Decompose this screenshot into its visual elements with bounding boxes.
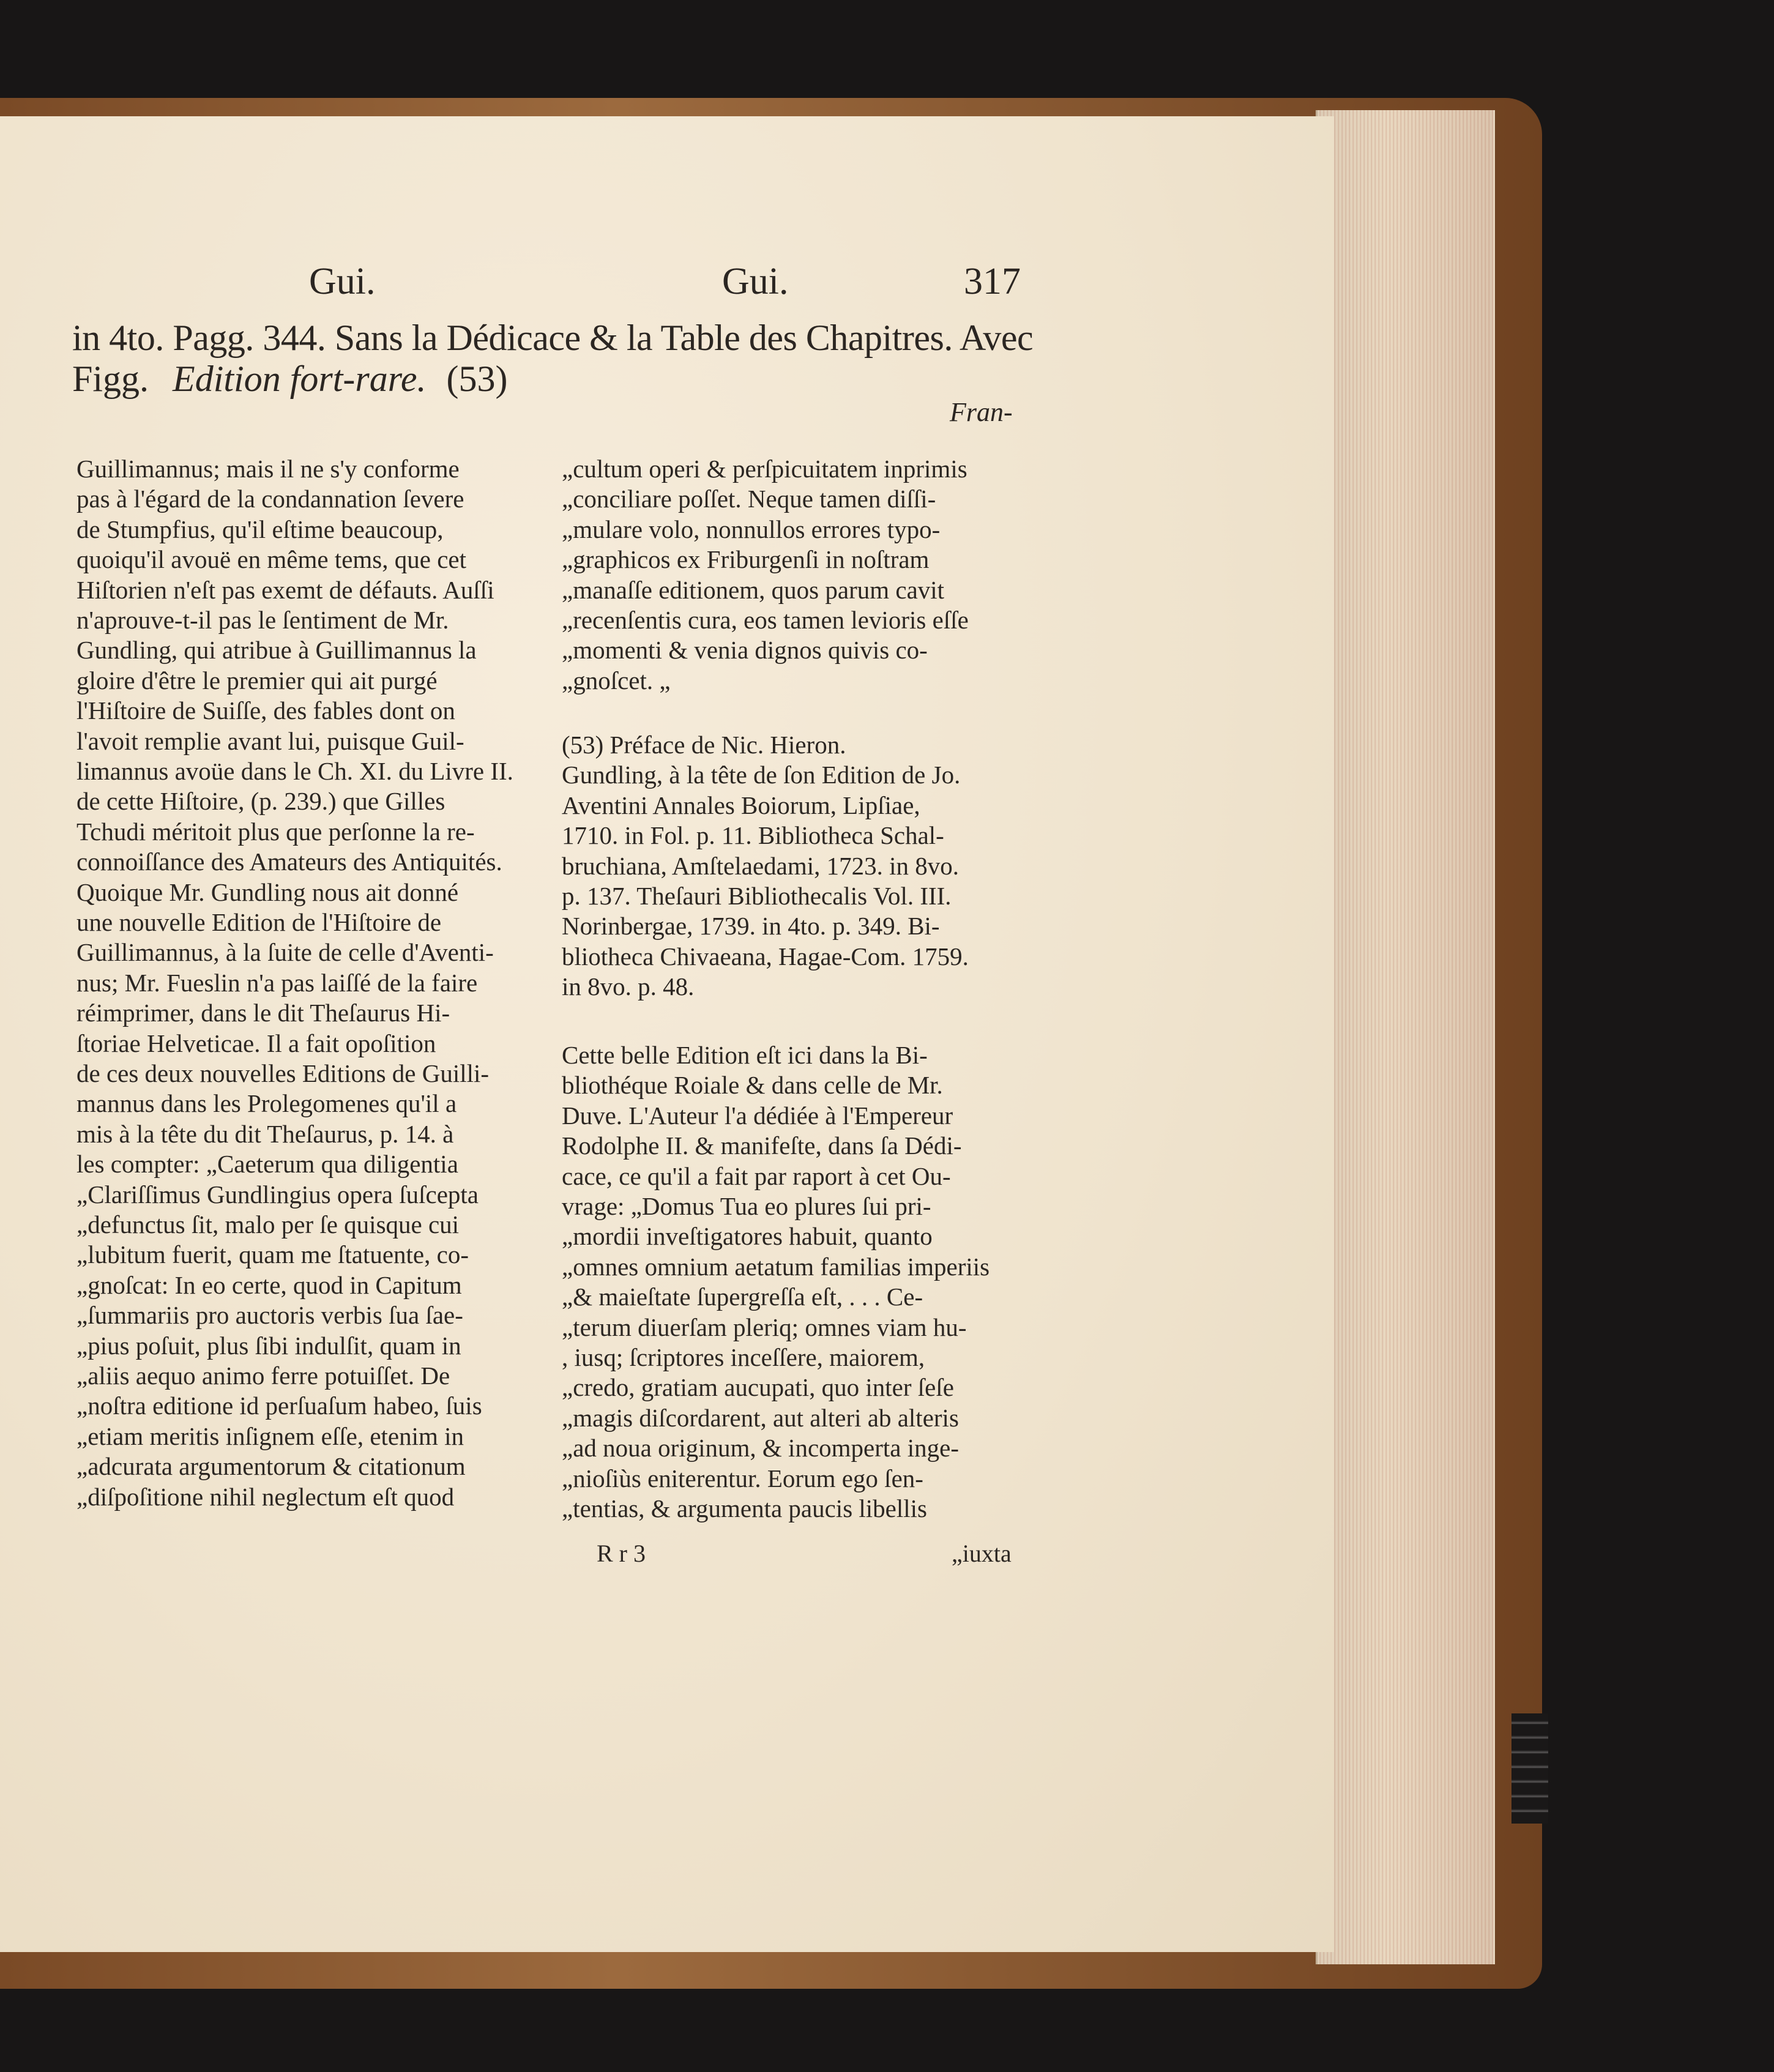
text-line: mis à la tête du dit Theſaurus, p. 14. à — [76, 1119, 454, 1148]
text-line: Cette belle Edition eſt ici dans la Bi- — [562, 1041, 928, 1069]
text-line: „etiam meritis inſignem eſſe, etenim in — [76, 1422, 464, 1450]
text-line: „magis diſcordarent, aut alteri ab alteris — [562, 1403, 959, 1432]
text-line: „manaſſe editionem, quos parum cavit — [562, 575, 945, 604]
text-line: „recenſentis cura, eos tamen levioris eſſe — [562, 606, 969, 634]
text-line: les compter: „Caeterum qua diligentia — [76, 1150, 458, 1179]
text-line: p. 137. Theſauri Bibliothecalis Vol. III. — [562, 882, 952, 910]
text-line: (53) Préface de Nic. Hieron. — [562, 731, 846, 759]
text-line: „& maieſtate ſupergreſſa eſt, . . . Ce- — [562, 1283, 923, 1311]
text-line: l'Hiſtoire de Suiſſe, des fables dont on — [76, 696, 455, 725]
text-line: „ad noua originum, & incomperta inge- — [562, 1434, 959, 1463]
text-line: bruchiana, Amſtelaedami, 1723. in 8vo. — [562, 851, 960, 880]
text-line: ſtoriae Helveticae. Il a fait opoſition — [76, 1029, 436, 1057]
text-line: „momenti & venia dignos quivis co- — [562, 636, 928, 665]
text-line: réimprimer, dans le dit Theſaurus Hi- — [76, 999, 450, 1027]
footnote-ref: (53) — [446, 359, 508, 399]
text-line: Tchudi méritoit plus que perſonne la re- — [76, 817, 475, 846]
text-line: „tentias, & argumenta paucis libellis — [562, 1494, 928, 1522]
text-line: „graphicos ex Friburgenſi in noſtram — [562, 545, 930, 574]
text-line: , iusq; ſcriptores inceſſere, maiorem, — [562, 1343, 925, 1371]
text-line: „omnes omnium aetatum familias imperiis — [562, 1252, 990, 1281]
text-line: Guillimannus, à la ſuite de celle d'Aventi- — [76, 938, 494, 967]
text-line: mannus dans les Prolegomenes qu'il a — [76, 1089, 457, 1118]
text-line: „cultum operi & perſpicuitatem inprimis — [562, 455, 967, 483]
text-line: gloire d'être le premier qui ait purgé — [76, 666, 438, 695]
entry-line-1: in 4to. Pagg. 344. Sans la Dédicace & la Table des Chapitres. Avec — [72, 318, 1034, 358]
text-line: cace, ce qu'il a fait par raport à cet Ou- — [562, 1161, 951, 1190]
catchword-iuxta: „iuxta — [952, 1540, 1012, 1567]
text-line: Norinbergae, 1739. in 4to. p. 349. Bi- — [562, 912, 940, 941]
text-line: „mordii inveſtigatores habuit, quanto — [562, 1222, 933, 1251]
text-line: in 8vo. p. 48. — [562, 972, 695, 1001]
text-line: nus; Mr. Fueslin n'a pas laiſſé de la faire — [76, 968, 478, 997]
text-line: Gundling, qui atribue à Guillimannus la — [76, 636, 477, 665]
text-line: l'avoit remplie avant lui, puisque Guil- — [76, 726, 464, 755]
text-line: „mulare volo, nonnullos errores typo- — [562, 515, 941, 543]
text-line: „noſtra editione id perſuaſum habeo, ſuis — [76, 1392, 482, 1420]
page-number: 317 — [964, 261, 1021, 302]
text-line: „adcurata argumentorum & citationum — [76, 1452, 466, 1481]
text-line: n'aprouve-t-il pas le ſentiment de Mr. — [76, 606, 449, 634]
text-line: bliothéque Roiale & dans celle de Mr. — [562, 1071, 943, 1100]
text-line: „credo, gratiam aucupati, quo inter ſeſe — [562, 1373, 954, 1402]
text-line: de cette Hiſtoire, (p. 239.) que Gilles — [76, 787, 445, 816]
text-line: Aventini Annales Boiorum, Lipſiae, — [562, 791, 920, 819]
entry-line-2-text: Figg. — [72, 359, 158, 399]
text-line: Guillimannus; mais il ne s'y conforme — [76, 455, 460, 483]
text-line: limannus avoüe dans le Ch. XI. du Livre II. — [76, 757, 513, 785]
text-line: une nouvelle Edition de l'Hiſtoire de — [76, 908, 442, 936]
text-line: vrage: „Domus Tua eo plures ſui pri- — [562, 1192, 931, 1220]
text-line: „terum diuerſam pleriq; omnes viam hu- — [562, 1313, 967, 1341]
text-line: „gnoſcet. „ — [562, 666, 671, 695]
text-line: „lubitum fuerit, quam me ſtatuente, co- — [76, 1240, 469, 1269]
text-line: de ces deux nouvelles Editions de Guilli- — [76, 1059, 490, 1087]
ruler-marks — [1511, 1713, 1548, 1824]
header-center: Gui. — [722, 261, 789, 302]
text-line: „defunctus ſit, malo per ſe quisque cui — [76, 1210, 460, 1239]
text-line: „ſummariis pro auctoris verbis ſua ſae- — [76, 1301, 463, 1330]
text-line: bliotheca Chivaeana, Hagae-Com. 1759. — [562, 942, 969, 971]
text-line: quoiqu'il avouë en même tems, que cet — [76, 545, 467, 574]
text-line: pas à l'égard de la condannation ſevere — [76, 485, 464, 513]
signature-mark: R r 3 — [597, 1540, 646, 1567]
text-line: „aliis aequo animo ferre potuiſſet. De — [76, 1362, 450, 1390]
text-line: Gundling, à la tête de ſon Edition de Jo. — [562, 761, 961, 789]
text-line: „Clariſſimus Gundlingius opera ſuſcepta — [76, 1180, 479, 1209]
text-line: de Stumpfius, qu'il eſtime beaucoup, — [76, 515, 444, 543]
fore-edge-shade — [1316, 110, 1493, 1964]
text-line: „gnoſcat: In eo certe, quod in Capitum — [76, 1270, 462, 1299]
text-line: connoiſſance des Amateurs des Antiquités. — [76, 848, 502, 876]
text-line: Duve. L'Auteur l'a dédiée à l'Empereur — [562, 1101, 953, 1130]
text-line: Rodolphe II. & manifeſte, dans ſa Dédi- — [562, 1131, 962, 1160]
text-line: 1710. in Fol. p. 11. Bibliotheca Schal- — [562, 821, 944, 850]
text-line: Hiſtorien n'eſt pas exemt de défauts. Auſſi — [76, 575, 494, 604]
header-left: Gui. — [309, 261, 376, 302]
text-line: Quoique Mr. Gundling nous ait donné — [76, 878, 459, 906]
entry-line-2 — [72, 358, 507, 400]
text-line: „pius poſuit, plus ſibi indulſit, quam in — [76, 1331, 461, 1360]
catchword-fran: Fran- — [950, 397, 1013, 427]
text-line: „nioſiùs eniterentur. Eorum ego ſen- — [562, 1464, 923, 1493]
entry-line-2-italic: Edition fort-rare. — [173, 359, 427, 399]
text-line: „diſpoſitione nihil neglectum eſt quod — [76, 1482, 455, 1511]
text-line: „conciliare poſſet. Neque tamen diſſi- — [562, 485, 936, 513]
